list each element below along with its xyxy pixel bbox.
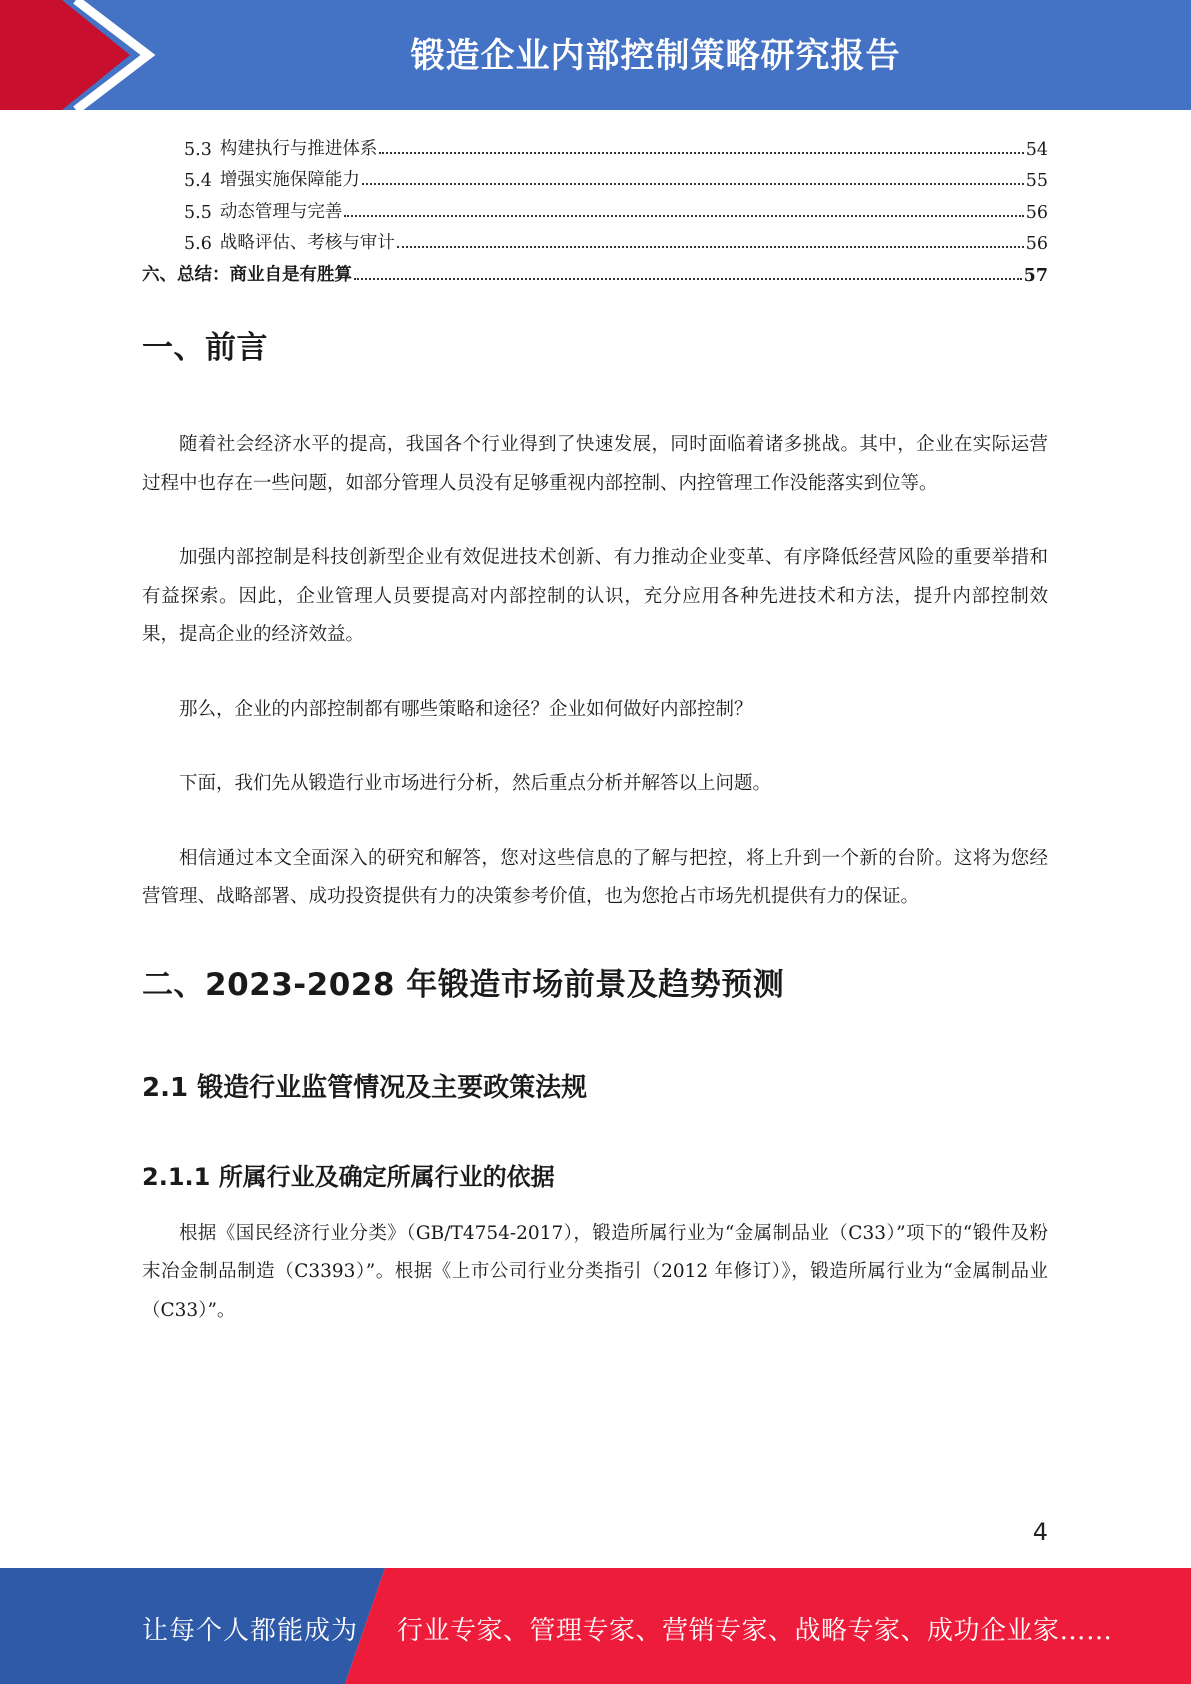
preface-paragraph: 相信通过本文全面深入的研究和解答，您对这些信息的了解与把控，将上升到一个新的台阶。这将为您经营管理、战略部署、成功投资提供有力的决策参考价值，也为您抢占市场先机提供有力的保证。 bbox=[142, 847, 1048, 907]
footer-slogan-left: 让每个人都能成为 bbox=[142, 1616, 359, 1646]
section-heading-market: 二、2023-2028 年锻造市场前景及趋势预测 bbox=[142, 966, 785, 1003]
toc-entry-number: 5.6 bbox=[184, 234, 212, 254]
preface-paragraph: 加强内部控制是科技创新型企业有效促进技术创新、有力推动企业变革、有序降低经营风险的重要举措和有益探索。因此，企业管理人员要提高对内部控制的认识，充分应用各种先进技术和方法，提升内部控制效果，提高企业的经济效益。 bbox=[142, 547, 1048, 645]
toc-leader-dots bbox=[344, 215, 1023, 217]
toc-entry-5-3[interactable] bbox=[142, 128, 1048, 160]
preface-paragraph: 那么，企业的内部控制都有哪些策略和途径？企业如何做好内部控制？ bbox=[179, 698, 753, 720]
footer-slogan-right: 行业专家、管理专家、营销专家、战略专家、成功企业家…… bbox=[397, 1616, 1113, 1646]
toc-leader-dots bbox=[379, 152, 1023, 154]
industry-classification-paragraph: 根据《国民经济行业分类》（GB/T4754-2017），锻造所属行业为“金属制品业（C33）”项下的“锻件及粉末冶金制品制造（C3393）”。根据《上市公司行业分类指引（2012 年修订）》，锻造所属行业为“金属制品业（C33）”。 bbox=[142, 1222, 1048, 1321]
toc-entry-label: 构建执行与推进体系 bbox=[219, 138, 378, 159]
toc-entry-chapter-6[interactable] bbox=[142, 254, 1048, 286]
toc-entry-label: 增强实施保障能力 bbox=[219, 170, 360, 190]
header-banner bbox=[0, 0, 1191, 110]
document-body bbox=[142, 320, 1048, 1330]
toc-entry-5-6[interactable] bbox=[142, 223, 1048, 255]
toc-entry-page: 56 bbox=[1025, 234, 1048, 254]
toc-entry-label: 动态管理与完善 bbox=[219, 201, 343, 222]
toc-entry-page: 57 bbox=[1023, 265, 1048, 286]
preface-paragraph: 下面，我们先从锻造行业市场进行分析，然后重点分析并解答以上问题。 bbox=[179, 773, 772, 794]
toc-entry-number: 5.5 bbox=[184, 202, 212, 223]
toc-leader-dots bbox=[362, 183, 1024, 185]
report-title: 锻造企业内部控制策略研究报告 bbox=[410, 36, 901, 76]
toc-entry-5-4[interactable] bbox=[142, 160, 1048, 192]
toc-entry-label: 六、总结：商业自是有胜算 bbox=[142, 264, 352, 285]
toc-entry-page: 54 bbox=[1025, 139, 1048, 160]
toc-entry-5-5[interactable] bbox=[142, 191, 1048, 223]
page-number: 4 bbox=[1032, 1518, 1048, 1546]
toc-entry-page: 56 bbox=[1025, 202, 1048, 223]
toc-leader-dots bbox=[397, 246, 1024, 248]
footer-banner bbox=[0, 1568, 1191, 1684]
toc-entry-number: 5.4 bbox=[184, 171, 212, 191]
toc-entry-page: 55 bbox=[1025, 171, 1048, 191]
subsection-heading-2-1: 2.1 锻造行业监管情况及主要政策法规 bbox=[142, 1072, 588, 1103]
toc-entry-label: 战略评估、考核与审计 bbox=[219, 233, 395, 253]
section-heading-preface: 一、前言 bbox=[142, 330, 268, 366]
subsection-heading-2-1-1: 2.1.1 所属行业及确定所属行业的依据 bbox=[142, 1162, 555, 1191]
preface-paragraph: 随着社会经济水平的提高，我国各个行业得到了快速发展，同时面临着诸多挑战。其中，企业在实际运营过程中也存在一些问题，如部分管理人员没有足够重视内部控制、内控管理工作没能落实到位等。 bbox=[142, 434, 1048, 494]
toc-entry-number: 5.3 bbox=[184, 139, 212, 160]
table-of-contents bbox=[142, 128, 1048, 286]
toc-leader-dots bbox=[354, 278, 1022, 280]
